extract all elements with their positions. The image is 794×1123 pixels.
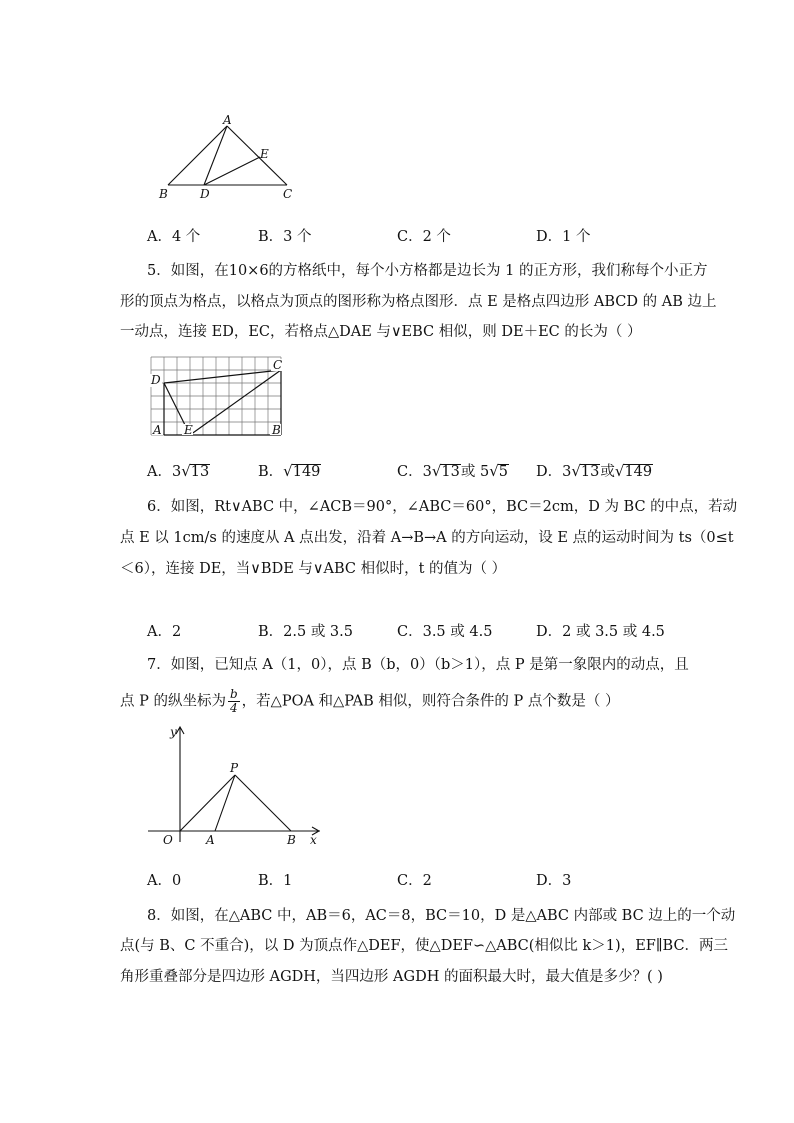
q6-option-c[interactable]: C．3.5 或 4.5 <box>397 624 493 640</box>
q8-line-3: 角形重叠部分是四边形 AGDH，当四边形 AGDH 的面积最大时，最大值是多少？( ) <box>120 969 663 985</box>
label-b: B <box>159 187 168 201</box>
grid-label-a: A <box>153 423 162 437</box>
label-c: C <box>283 187 293 201</box>
q5-line-2: 形的顶点为格点，以格点为顶点的图形称为格点图形．点 E 是格点四边形 ABCD 的 AB 边上 <box>120 294 717 310</box>
q5-option-c-prefix: C．3 <box>397 464 432 480</box>
q6-line-1: 6．如图，Rt∨ABC 中，∠ACB＝90°，∠ABC＝60°，BC＝2cm，D 为 BC 的中点，若动 <box>147 499 738 515</box>
q6-line-2: 点 E 以 1cm/s 的速度从 A 点出发，沿着 A→B→A 的方向运动，设 E 点的运动时间为 ts（0≤t <box>120 530 734 546</box>
q8-line-2: 点(与 B、C 不重合)，以 D 为顶点作△DEF，使△DEF∽△ABC(相似比 k＞1)，EF∥BC．两三 <box>120 938 729 954</box>
q7-line-2 <box>120 688 619 715</box>
sqrt-icon: √ <box>489 462 499 480</box>
q7-option-a[interactable]: A．0 <box>147 873 182 889</box>
q4-option-b[interactable]: B．3 个 <box>258 229 312 245</box>
axis-label-x: x <box>310 833 317 847</box>
q5-option-d[interactable] <box>536 461 653 482</box>
sqrt-icon: √ <box>571 462 581 480</box>
q7-option-c[interactable]: C．2 <box>397 873 432 889</box>
grid-label-c: C <box>273 358 283 372</box>
axis-label-y: y <box>170 725 177 739</box>
q4-option-a[interactable]: A．4 个 <box>147 229 201 245</box>
q5-option-d-radicand-2: 149 <box>624 464 653 480</box>
q5-option-d-prefix: D．3 <box>536 464 572 480</box>
q7-line-1: 7．如图，已知点 A（1，0），点 B（b，0）（b＞1），点 P 是第一象限内的动点，且 <box>147 657 689 673</box>
q6-option-a[interactable]: A．2 <box>147 624 182 640</box>
q5-line-1: 5．如图，在10×6的方格纸中，每个小方格都是边长为 1 的正方形，我们称每个小正方 <box>147 263 708 279</box>
sqrt-icon: √ <box>283 462 293 480</box>
q5-option-c[interactable] <box>397 461 509 482</box>
label-a: A <box>223 113 232 127</box>
q6-option-b[interactable]: B．2.5 或 3.5 <box>258 624 353 640</box>
q5-option-a[interactable] <box>147 461 210 482</box>
q5-option-d-mid: 或 <box>600 464 615 480</box>
triangle-figure-1 <box>150 112 310 204</box>
point-label-o: O <box>163 833 173 847</box>
point-label-a: A <box>206 833 215 847</box>
grid-figure <box>148 354 290 440</box>
q7-option-b[interactable]: B．1 <box>258 873 293 889</box>
label-d: D <box>200 187 210 201</box>
q7-option-d[interactable]: D．3 <box>536 873 572 889</box>
coordinate-figure <box>148 722 328 850</box>
q6-option-d[interactable]: D．2 或 3.5 或 4.5 <box>536 624 665 640</box>
label-e: E <box>260 147 269 161</box>
sqrt-icon: √ <box>614 462 625 480</box>
q5-option-b-radicand: 149 <box>292 464 321 480</box>
sqrt-icon: √ <box>431 462 442 480</box>
q8-line-1: 8．如图，在△ABC 中，AB＝6，AC＝8，BC＝10，D 是△ABC 内部或 BC 边上的一个动 <box>147 908 736 924</box>
q5-option-b-prefix: B． <box>258 464 284 480</box>
point-label-p: P <box>230 761 239 775</box>
q5-option-b[interactable] <box>258 461 321 482</box>
grid-label-d: D <box>151 373 161 387</box>
frac-numerator: b <box>229 687 238 701</box>
q7-line-2-end: ，若△POA 和△PAB 相似，则符合条件的 P 点个数是（ ） <box>241 693 620 710</box>
q7-line-2-start: 点 P 的纵坐标为 <box>120 693 226 710</box>
q5-option-d-radicand-1: 13 <box>580 464 600 480</box>
q4-option-d[interactable]: D．1 个 <box>536 229 591 245</box>
q6-line-3: ＜6），连接 DE，当∨BDE 与∨ABC 相似时，t 的值为（ ） <box>120 561 507 577</box>
grid-label-b: B <box>272 423 281 437</box>
point-label-b: B <box>287 833 296 847</box>
fraction-b-over-4 <box>228 688 240 715</box>
sqrt-icon: √ <box>181 462 191 480</box>
q5-option-a-prefix: A．3 <box>147 464 182 480</box>
frac-denominator: 4 <box>230 701 238 715</box>
q4-option-c[interactable]: C．2 个 <box>397 229 451 245</box>
q5-option-c-radicand-2: 5 <box>498 464 508 480</box>
q5-option-c-mid: 或 5 <box>460 464 490 480</box>
q5-option-c-radicand-1: 13 <box>441 464 460 480</box>
q5-line-3: 一动点，连接 ED，EC，若格点△DAE 与∨EBC 相似，则 DE＋EC 的长为（ ） <box>120 324 642 340</box>
q5-option-a-radicand: 13 <box>190 464 210 480</box>
grid-label-e: E <box>184 423 193 437</box>
